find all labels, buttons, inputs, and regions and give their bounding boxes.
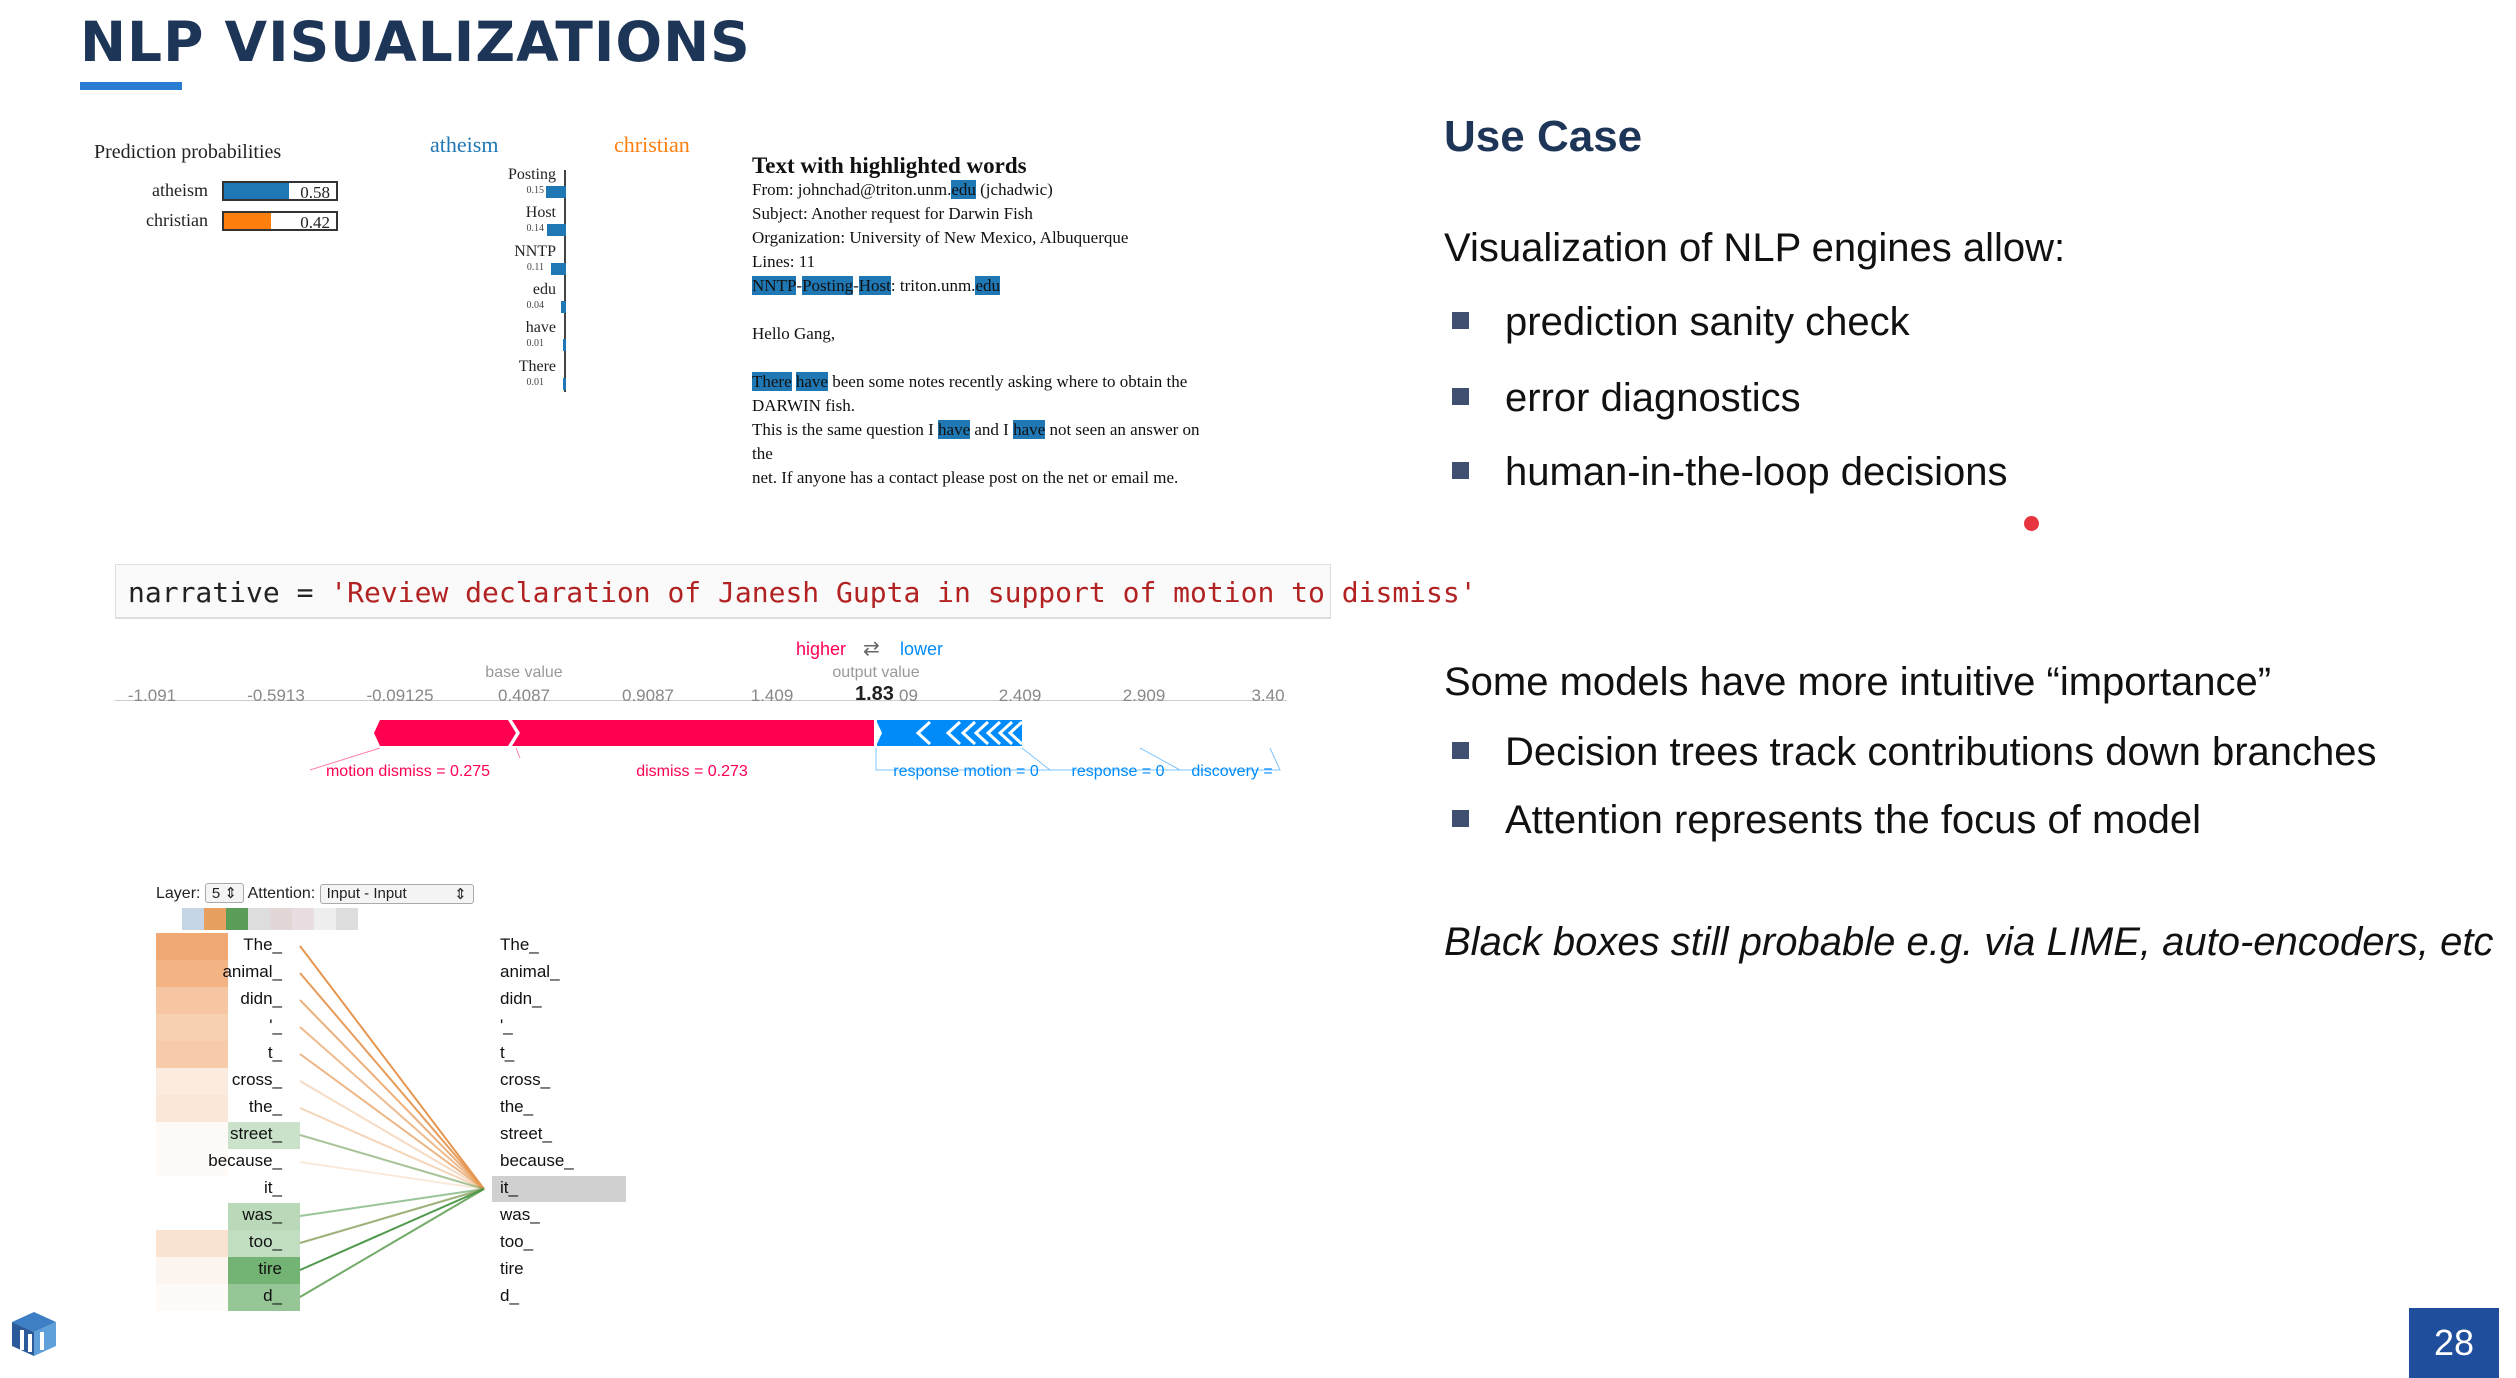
layer-select[interactable]: 5 ⇕ bbox=[205, 883, 244, 903]
probability-label: atheism bbox=[152, 180, 208, 200]
models-intro: Some models have more intuitive “importance” bbox=[1444, 660, 2272, 704]
highlighted-word: There bbox=[752, 372, 792, 391]
left-token[interactable]: too_ bbox=[248, 1232, 282, 1251]
text-line: Hello Gang, bbox=[752, 324, 836, 343]
axis-tick: 0.9087 bbox=[622, 686, 674, 705]
feature-weight: 0.01 bbox=[526, 338, 544, 349]
highlighted-word: Host bbox=[858, 276, 891, 295]
output-value: 1.83 bbox=[855, 683, 894, 705]
attention-line bbox=[300, 1189, 484, 1297]
layer-label: Layer: bbox=[156, 885, 201, 902]
left-token[interactable]: animal_ bbox=[222, 962, 282, 981]
axis-tick: 09 bbox=[899, 686, 918, 705]
attention-line bbox=[300, 1027, 484, 1189]
bullet-item: human-in-the-loop decisions bbox=[1452, 450, 2008, 495]
left-token[interactable]: it_ bbox=[264, 1178, 282, 1197]
code-line: narrative = 'Review declaration of Janesh Gupta in support of motion to dismiss' bbox=[128, 576, 1477, 609]
text-line: Lines: 11 bbox=[752, 252, 816, 271]
legend-lower: lower bbox=[900, 639, 944, 659]
axis-tick: -0.09125 bbox=[366, 686, 434, 705]
axis-tick: 2.409 bbox=[998, 686, 1042, 705]
right-token[interactable]: street_ bbox=[500, 1124, 552, 1143]
attention-lines bbox=[0, 0, 700, 1360]
bullet-item: Attention represents the focus of model bbox=[1452, 798, 2201, 843]
highlighted-word: have bbox=[1013, 420, 1046, 439]
right-token[interactable]: animal_ bbox=[500, 962, 560, 981]
legend-arrows-icon: ⇄ bbox=[863, 638, 880, 660]
feature-weight: 0.11 bbox=[526, 262, 544, 273]
attention-line bbox=[300, 1189, 484, 1216]
attention-line bbox=[300, 946, 484, 1189]
right-token[interactable]: cross_ bbox=[500, 1070, 551, 1089]
right-token[interactable]: t_ bbox=[500, 1043, 515, 1062]
feature-word: edu bbox=[532, 281, 556, 298]
highlighted-text-heading: Text with highlighted words bbox=[752, 153, 1027, 178]
base-value-label: base value bbox=[485, 664, 563, 681]
feature-weight: 0.04 bbox=[526, 300, 544, 311]
right-token[interactable]: didn_ bbox=[500, 989, 542, 1008]
feature-weight: 0.14 bbox=[526, 223, 544, 234]
attention-line bbox=[300, 1189, 484, 1270]
code-string: 'Review declaration of Janesh Gupta in support of motion to dismiss' bbox=[330, 576, 1477, 609]
left-token[interactable]: t_ bbox=[267, 1043, 282, 1062]
output-marker bbox=[874, 718, 877, 748]
axis-tick: -1.091 bbox=[127, 686, 177, 705]
left-token[interactable]: because_ bbox=[208, 1151, 282, 1170]
right-token[interactable]: the_ bbox=[500, 1097, 534, 1116]
highlighted-word: Posting bbox=[802, 276, 854, 295]
attention-line bbox=[300, 1189, 484, 1243]
text-line: DARWIN fish. bbox=[752, 396, 855, 415]
attention-line bbox=[300, 1162, 484, 1189]
left-token[interactable]: d_ bbox=[263, 1286, 282, 1305]
bullet-square-icon bbox=[1452, 388, 1469, 405]
output-value-label: output value bbox=[832, 664, 920, 681]
left-token[interactable]: The_ bbox=[243, 935, 282, 954]
text-line: There have been some notes recently asking where to obtain the bbox=[752, 372, 1188, 391]
feature-weight: 0.15 bbox=[526, 185, 544, 196]
highlighted-word: edu bbox=[975, 276, 1000, 295]
left-token[interactable]: didn_ bbox=[240, 989, 282, 1008]
feature-word: NNTP bbox=[514, 243, 556, 260]
probability-value: 0.42 bbox=[300, 213, 330, 232]
use-case-heading: Use Case bbox=[1444, 112, 1643, 161]
probability-value: 0.58 bbox=[300, 183, 330, 202]
right-token[interactable]: '_ bbox=[500, 1016, 513, 1035]
shap-feature-label: response motion = 0 bbox=[893, 763, 1039, 780]
class-label-atheism: atheism bbox=[430, 132, 499, 157]
bullet-square-icon bbox=[1452, 810, 1469, 827]
right-token[interactable]: because_ bbox=[500, 1151, 574, 1170]
attention-line bbox=[300, 1054, 484, 1189]
footnote: Black boxes still probable e.g. via LIME, auto-encoders, etc bbox=[1444, 920, 2494, 964]
company-logo-icon bbox=[8, 1300, 62, 1360]
bullet-item: Decision trees track contributions down branches bbox=[1452, 730, 2377, 775]
text-line: This is the same question I have and I have not seen an answer on bbox=[752, 420, 1200, 439]
attention-label: Attention: bbox=[247, 885, 316, 902]
feature-word: Posting bbox=[507, 166, 556, 183]
bullet-item: error diagnostics bbox=[1452, 376, 1801, 421]
highlighted-word: NNTP bbox=[752, 276, 797, 295]
axis-tick: 1.409 bbox=[750, 686, 794, 705]
slide-title: NLP VISUALIZATIONS bbox=[80, 10, 751, 74]
left-token[interactable]: the_ bbox=[248, 1097, 282, 1116]
laser-pointer-dot bbox=[2024, 516, 2039, 531]
left-token[interactable]: tire bbox=[258, 1259, 282, 1278]
left-token[interactable]: was_ bbox=[242, 1205, 282, 1224]
axis-tick: 0.4087 bbox=[498, 686, 550, 705]
use-case-intro: Visualization of NLP engines allow: bbox=[1444, 226, 2066, 270]
prediction-probabilities-title: Prediction probabilities bbox=[94, 141, 282, 163]
feature-word: Host bbox=[525, 204, 556, 221]
class-label-christian: christian bbox=[614, 132, 690, 157]
right-token[interactable]: it_ bbox=[500, 1178, 518, 1197]
bullet-square-icon bbox=[1452, 462, 1469, 479]
bullet-square-icon bbox=[1452, 312, 1469, 329]
feature-word: There bbox=[518, 358, 556, 375]
axis-tick: -0.5913 bbox=[247, 686, 305, 705]
page-number: 28 bbox=[2409, 1308, 2499, 1378]
highlighted-word: have bbox=[795, 372, 828, 391]
right-token[interactable]: too_ bbox=[500, 1232, 534, 1251]
attention-line bbox=[300, 1000, 484, 1189]
shap-feature-label: discovery = bbox=[1191, 763, 1273, 780]
highlighted-word: have bbox=[938, 420, 971, 439]
bullet-square-icon bbox=[1452, 742, 1469, 759]
shap-feature-label: motion dismiss = 0.275 bbox=[325, 763, 491, 780]
probability-label: christian bbox=[146, 210, 208, 230]
highlighted-word: edu bbox=[951, 180, 976, 199]
attention-line bbox=[300, 1081, 484, 1189]
shap-feature-label: dismiss = 0.273 bbox=[636, 763, 748, 780]
axis-tick: 3.40 bbox=[1251, 686, 1285, 705]
text-line: NNTP-Posting-Host: triton.unm.edu bbox=[752, 276, 1000, 295]
attention-line bbox=[300, 973, 484, 1189]
feature-word: have bbox=[525, 319, 556, 336]
legend-higher: higher bbox=[796, 639, 847, 659]
feature-weight: 0.01 bbox=[526, 377, 544, 388]
axis-tick: 2.909 bbox=[1122, 686, 1166, 705]
attention-select[interactable]: Input - Input ⇕ bbox=[320, 884, 474, 904]
text-line: Organization: University of New Mexico, Albuquerque bbox=[752, 228, 1129, 247]
text-line: From: johnchad@triton.unm.edu (jchadwic) bbox=[752, 180, 1053, 199]
right-token[interactable]: was_ bbox=[500, 1205, 540, 1224]
left-token[interactable]: street_ bbox=[230, 1124, 282, 1143]
right-token[interactable]: tire bbox=[500, 1259, 524, 1278]
left-token[interactable]: '_ bbox=[269, 1016, 282, 1035]
shap-feature-label: response = 0 bbox=[1071, 763, 1165, 780]
left-token[interactable]: cross_ bbox=[231, 1070, 282, 1089]
attention-line bbox=[300, 1108, 484, 1189]
text-line: the bbox=[752, 444, 773, 463]
right-token[interactable]: d_ bbox=[500, 1286, 519, 1305]
right-token[interactable]: The_ bbox=[500, 935, 539, 954]
text-line: Subject: Another request for Darwin Fish bbox=[752, 204, 1033, 223]
text-line: net. If anyone has a contact please post on the net or email me. bbox=[752, 468, 1179, 487]
bullet-item: prediction sanity check bbox=[1452, 300, 1910, 345]
